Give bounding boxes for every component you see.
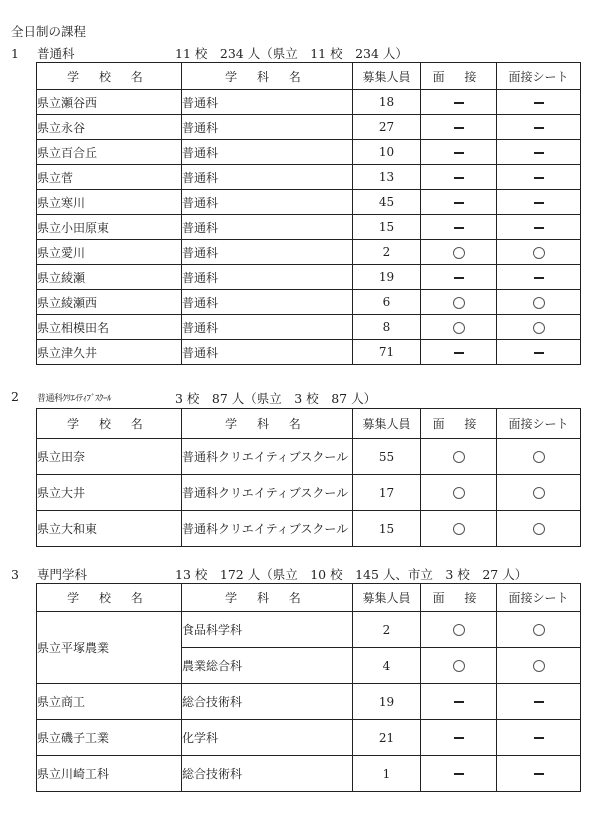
interview-sheet-cell bbox=[497, 115, 581, 140]
circle-mark-icon bbox=[453, 624, 465, 636]
department-cell: 普通科 bbox=[182, 265, 353, 290]
section-summary: 13 校 172 人（県立 10 校 145 人、市立 3 校 27 人） bbox=[175, 567, 528, 582]
circle-mark-icon bbox=[453, 660, 465, 672]
circle-mark-icon bbox=[453, 523, 465, 535]
header-interview-sheet: 面接シート bbox=[497, 584, 581, 612]
department-cell: 普通科 bbox=[182, 115, 353, 140]
interview-cell bbox=[421, 756, 497, 792]
dash-mark-icon bbox=[534, 177, 544, 179]
section-2-table bbox=[36, 408, 581, 547]
interview-cell bbox=[421, 439, 497, 475]
school-name-cell: 県立平塚農業 bbox=[37, 612, 182, 684]
interview-sheet-cell bbox=[497, 190, 581, 215]
department-cell: 普通科 bbox=[182, 165, 353, 190]
school-name-cell: 県立田奈 bbox=[37, 439, 182, 475]
table-row bbox=[37, 140, 581, 165]
dash-mark-icon bbox=[534, 127, 544, 129]
table-row bbox=[37, 439, 581, 475]
interview-cell bbox=[421, 165, 497, 190]
interview-cell bbox=[421, 720, 497, 756]
dash-mark-icon bbox=[454, 277, 464, 279]
circle-mark-icon bbox=[453, 247, 465, 259]
school-name-cell: 県立愛川 bbox=[37, 240, 182, 265]
department-cell: 普通科クリエイティブスクール bbox=[182, 475, 353, 511]
table-row bbox=[37, 684, 581, 720]
dash-mark-icon bbox=[454, 773, 464, 775]
interview-sheet-cell bbox=[497, 240, 581, 265]
table-row bbox=[37, 315, 581, 340]
dash-mark-icon bbox=[454, 701, 464, 703]
header-capacity: 募集人員 bbox=[353, 63, 421, 90]
capacity-cell: 27 bbox=[353, 115, 421, 140]
section-number: 1 bbox=[11, 46, 19, 61]
capacity-cell: 19 bbox=[353, 265, 421, 290]
table-row bbox=[37, 265, 581, 290]
section-summary: 11 校 234 人（県立 11 校 234 人） bbox=[175, 46, 408, 61]
dash-mark-icon bbox=[534, 352, 544, 354]
section-3-heading bbox=[11, 565, 528, 583]
circle-mark-icon bbox=[533, 487, 545, 499]
school-name-cell: 県立相模田名 bbox=[37, 315, 182, 340]
interview-sheet-cell bbox=[497, 140, 581, 165]
school-name-cell: 県立綾瀬 bbox=[37, 265, 182, 290]
school-name-cell: 県立菅 bbox=[37, 165, 182, 190]
dash-mark-icon bbox=[454, 227, 464, 229]
interview-sheet-cell bbox=[497, 290, 581, 315]
interview-sheet-cell bbox=[497, 511, 581, 547]
dash-mark-icon bbox=[454, 152, 464, 154]
capacity-cell: 1 bbox=[353, 756, 421, 792]
header-school: 学 校 名 bbox=[37, 584, 182, 612]
interview-cell bbox=[421, 240, 497, 265]
table-header-row bbox=[37, 584, 581, 612]
dash-mark-icon bbox=[534, 277, 544, 279]
school-name-cell: 県立寒川 bbox=[37, 190, 182, 215]
section-2-heading bbox=[11, 389, 377, 406]
department-cell: 普通科 bbox=[182, 240, 353, 265]
circle-mark-icon bbox=[453, 297, 465, 309]
interview-cell bbox=[421, 215, 497, 240]
table-row bbox=[37, 90, 581, 115]
table-row bbox=[37, 240, 581, 265]
dash-mark-icon bbox=[454, 737, 464, 739]
section-name: 専門学科 bbox=[37, 567, 88, 582]
table-row bbox=[37, 612, 581, 648]
circle-mark-icon bbox=[533, 247, 545, 259]
capacity-cell: 21 bbox=[353, 720, 421, 756]
school-name-cell: 県立大井 bbox=[37, 475, 182, 511]
circle-mark-icon bbox=[533, 660, 545, 672]
interview-sheet-cell bbox=[497, 315, 581, 340]
dash-mark-icon bbox=[454, 127, 464, 129]
dash-mark-icon bbox=[534, 227, 544, 229]
interview-sheet-cell bbox=[497, 684, 581, 720]
interview-cell bbox=[421, 648, 497, 684]
circle-mark-icon bbox=[533, 451, 545, 463]
interview-sheet-cell bbox=[497, 612, 581, 648]
table-header-row bbox=[37, 409, 581, 439]
school-name-cell: 県立津久井 bbox=[37, 340, 182, 365]
table-row bbox=[37, 756, 581, 792]
interview-sheet-cell bbox=[497, 165, 581, 190]
school-name-cell: 県立磯子工業 bbox=[37, 720, 182, 756]
capacity-cell: 55 bbox=[353, 439, 421, 475]
department-cell: 普通科 bbox=[182, 340, 353, 365]
department-cell: 普通科 bbox=[182, 140, 353, 165]
capacity-cell: 15 bbox=[353, 215, 421, 240]
interview-sheet-cell bbox=[497, 720, 581, 756]
document-title: 全日制の課程 bbox=[11, 24, 87, 39]
capacity-cell: 8 bbox=[353, 315, 421, 340]
school-name-cell: 県立小田原東 bbox=[37, 215, 182, 240]
interview-cell bbox=[421, 612, 497, 648]
section-number: 2 bbox=[11, 389, 19, 404]
section-1-heading bbox=[11, 44, 408, 62]
section-number: 3 bbox=[11, 567, 19, 582]
department-cell: 普通科 bbox=[182, 215, 353, 240]
circle-mark-icon bbox=[533, 297, 545, 309]
header-interview: 面 接 bbox=[421, 584, 497, 612]
header-school: 学 校 名 bbox=[37, 63, 182, 90]
department-cell: 普通科 bbox=[182, 315, 353, 340]
interview-cell bbox=[421, 190, 497, 215]
circle-mark-icon bbox=[533, 624, 545, 636]
interview-cell bbox=[421, 684, 497, 720]
school-name-cell: 県立永谷 bbox=[37, 115, 182, 140]
interview-sheet-cell bbox=[497, 90, 581, 115]
table-row bbox=[37, 115, 581, 140]
dash-mark-icon bbox=[454, 352, 464, 354]
header-department: 学 科 名 bbox=[182, 409, 353, 439]
table-row bbox=[37, 215, 581, 240]
capacity-cell: 2 bbox=[353, 612, 421, 648]
capacity-cell: 4 bbox=[353, 648, 421, 684]
header-interview-sheet: 面接シート bbox=[497, 63, 581, 90]
interview-cell bbox=[421, 290, 497, 315]
section-3-table bbox=[36, 583, 581, 792]
table-row bbox=[37, 340, 581, 365]
capacity-cell: 45 bbox=[353, 190, 421, 215]
department-cell: 普通科 bbox=[182, 190, 353, 215]
interview-sheet-cell bbox=[497, 648, 581, 684]
circle-mark-icon bbox=[453, 451, 465, 463]
header-capacity: 募集人員 bbox=[353, 584, 421, 612]
department-cell: 総合技術科 bbox=[182, 756, 353, 792]
header-interview: 面 接 bbox=[421, 409, 497, 439]
section-1-table bbox=[36, 62, 581, 365]
interview-sheet-cell bbox=[497, 756, 581, 792]
capacity-cell: 19 bbox=[353, 684, 421, 720]
header-department: 学 科 名 bbox=[182, 63, 353, 90]
interview-sheet-cell bbox=[497, 340, 581, 365]
interview-cell bbox=[421, 115, 497, 140]
table-header-row bbox=[37, 63, 581, 90]
header-interview: 面 接 bbox=[421, 63, 497, 90]
circle-mark-icon bbox=[453, 487, 465, 499]
interview-cell bbox=[421, 315, 497, 340]
table-row bbox=[37, 165, 581, 190]
dash-mark-icon bbox=[534, 152, 544, 154]
department-cell: 化学科 bbox=[182, 720, 353, 756]
interview-sheet-cell bbox=[497, 265, 581, 290]
school-name-cell: 県立百合丘 bbox=[37, 140, 182, 165]
department-cell: 食品科学科 bbox=[182, 612, 353, 648]
department-cell: 普通科クリエイティブスクール bbox=[182, 439, 353, 475]
interview-sheet-cell bbox=[497, 215, 581, 240]
circle-mark-icon bbox=[453, 322, 465, 334]
capacity-cell: 71 bbox=[353, 340, 421, 365]
section-name: 普通科 bbox=[37, 46, 75, 61]
dash-mark-icon bbox=[454, 177, 464, 179]
capacity-cell: 13 bbox=[353, 165, 421, 190]
interview-sheet-cell bbox=[497, 439, 581, 475]
header-department: 学 科 名 bbox=[182, 584, 353, 612]
table-row bbox=[37, 475, 581, 511]
school-name-cell: 県立川崎工科 bbox=[37, 756, 182, 792]
department-cell: 農業総合科 bbox=[182, 648, 353, 684]
table-row bbox=[37, 720, 581, 756]
capacity-cell: 2 bbox=[353, 240, 421, 265]
interview-cell bbox=[421, 340, 497, 365]
department-cell: 普通科クリエイティブスクール bbox=[182, 511, 353, 547]
capacity-cell: 15 bbox=[353, 511, 421, 547]
capacity-cell: 6 bbox=[353, 290, 421, 315]
dash-mark-icon bbox=[534, 773, 544, 775]
department-cell: 普通科 bbox=[182, 290, 353, 315]
school-name-cell: 県立瀬谷西 bbox=[37, 90, 182, 115]
department-cell: 総合技術科 bbox=[182, 684, 353, 720]
interview-cell bbox=[421, 511, 497, 547]
interview-cell bbox=[421, 475, 497, 511]
table-row bbox=[37, 190, 581, 215]
dash-mark-icon bbox=[534, 202, 544, 204]
capacity-cell: 18 bbox=[353, 90, 421, 115]
school-name-cell: 県立大和東 bbox=[37, 511, 182, 547]
circle-mark-icon bbox=[533, 322, 545, 334]
table-row bbox=[37, 290, 581, 315]
interview-cell bbox=[421, 140, 497, 165]
section-summary: 3 校 87 人（県立 3 校 87 人） bbox=[175, 391, 377, 406]
dash-mark-icon bbox=[534, 737, 544, 739]
dash-mark-icon bbox=[454, 102, 464, 104]
department-cell: 普通科 bbox=[182, 90, 353, 115]
dash-mark-icon bbox=[534, 701, 544, 703]
school-name-cell: 県立商工 bbox=[37, 684, 182, 720]
header-school: 学 校 名 bbox=[37, 409, 182, 439]
capacity-cell: 17 bbox=[353, 475, 421, 511]
table-row bbox=[37, 511, 581, 547]
section-name: 普通科ｸﾘｴｲﾃｨﾌﾞｽｸｰﾙ bbox=[37, 394, 112, 404]
header-interview-sheet: 面接シート bbox=[497, 409, 581, 439]
dash-mark-icon bbox=[534, 102, 544, 104]
interview-sheet-cell bbox=[497, 475, 581, 511]
circle-mark-icon bbox=[533, 523, 545, 535]
interview-cell bbox=[421, 265, 497, 290]
header-capacity: 募集人員 bbox=[353, 409, 421, 439]
interview-cell bbox=[421, 90, 497, 115]
school-name-cell: 県立綾瀬西 bbox=[37, 290, 182, 315]
capacity-cell: 10 bbox=[353, 140, 421, 165]
dash-mark-icon bbox=[454, 202, 464, 204]
